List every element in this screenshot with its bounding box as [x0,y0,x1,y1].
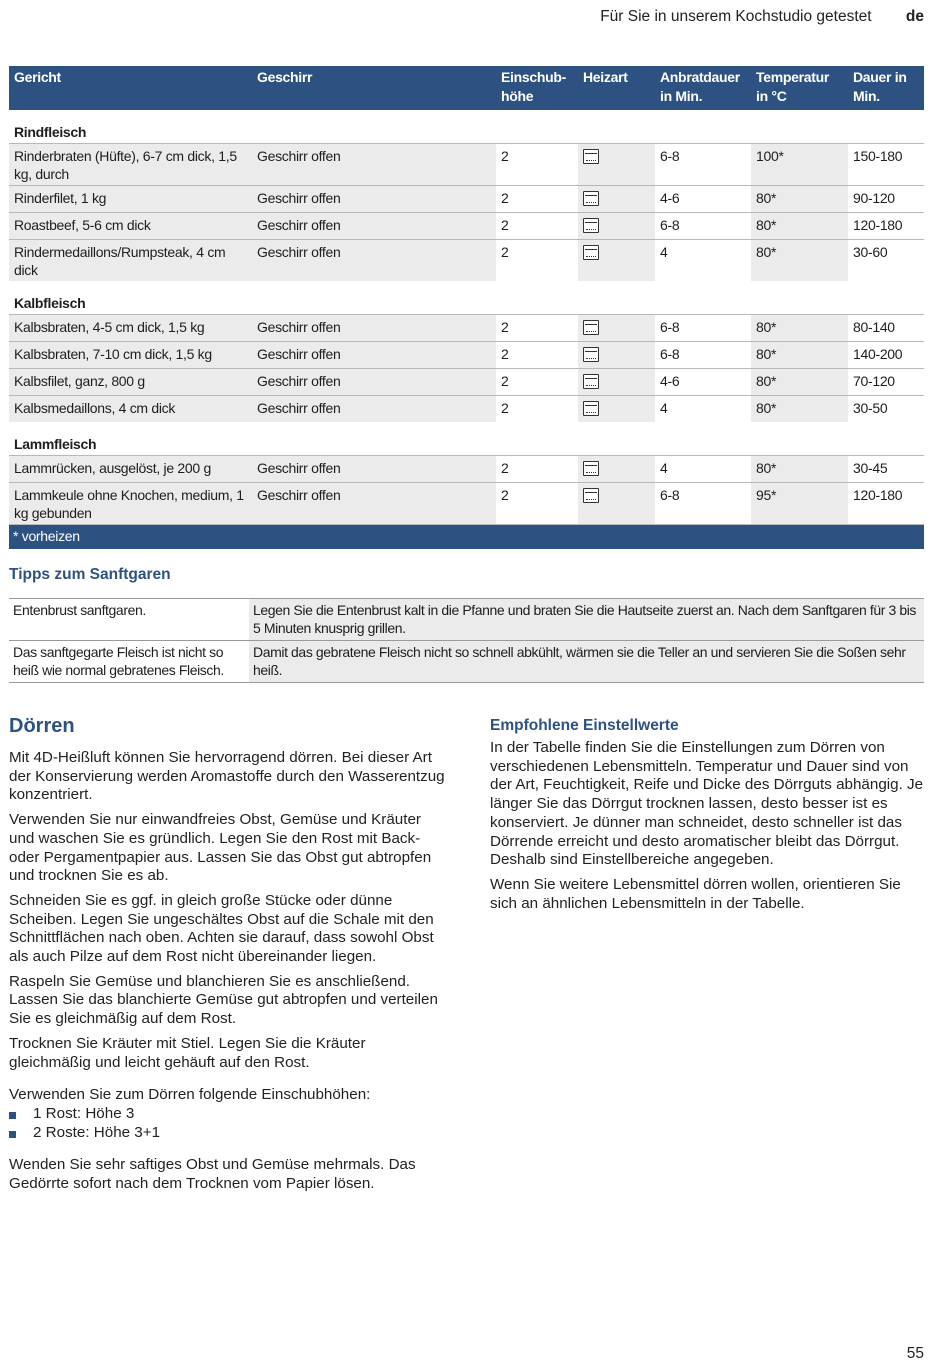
table-row [9,483,924,525]
col-header-dauer: Dauer in Min. [848,66,924,110]
cell-heizart [578,483,655,525]
cell-temperatur: 100* [751,144,848,186]
oven-icon [583,347,599,362]
cell-dauer: 120-180 [848,483,924,525]
cell-einschubhoehe: 2 [496,240,578,282]
list-item: 1 Rost: Höhe 3 [9,1105,449,1124]
header-subtitle: Für Sie in unserem Kochstudio getestet [600,8,872,25]
doerren-title: Dörren [9,715,75,737]
cell-dauer: 90-120 [848,186,924,213]
levels-list [9,1105,449,1142]
table-row [9,599,924,641]
cell-gericht: Lammrücken, ausgelöst, je 200 g [9,456,252,483]
cell-einschubhoehe: 2 [496,369,578,396]
cell-einschubhoehe: 2 [496,315,578,342]
cell-temperatur: 80* [751,369,848,396]
cell-gericht: Kalbsbraten, 4-5 cm dick, 1,5 kg [9,315,252,342]
tips-title: Tipps zum Sanftgaren [9,566,171,583]
cell-heizart [578,456,655,483]
oven-icon [583,488,599,503]
oven-icon [583,149,599,164]
cell-einschubhoehe: 2 [496,396,578,423]
cell-heizart [578,186,655,213]
table-footnote: * vorheizen [9,525,924,549]
col-header-heizart: Heizart [578,66,655,110]
cell-dauer: 80-140 [848,315,924,342]
sanftgaren-table [9,66,924,549]
cell-anbratdauer: 6-8 [655,315,751,342]
oven-icon [583,401,599,416]
table-row [9,186,924,213]
cell-gericht: Kalbsmedaillons, 4 cm dick [9,396,252,423]
cell-geschirr: Geschirr offen [252,315,496,342]
cell-geschirr: Geschirr offen [252,186,496,213]
levels-intro: Verwenden Sie zum Dörren folgende Einschubhöhen: [9,1086,371,1104]
col-header-temperatur: Temperatur in °C [751,66,848,110]
cell-einschubhoehe: 2 [496,342,578,369]
page-number: 55 [906,1345,924,1362]
cell-temperatur: 80* [751,342,848,369]
cell-dauer: 70-120 [848,369,924,396]
doerren-paragraph: Raspeln Sie Gemüse und blanchieren Sie es anschließend. Lassen Sie das blanchierte Gemüse gut abtropfen und verteilen Sie es gleichmäßig auf dem Rost. [9,972,438,1028]
doerren-closing: Wenden Sie sehr saftiges Obst und Gemüse mehrmals. Das Gedörrte sofort nach dem Trocknen vom Papier lösen. [9,1156,416,1193]
cell-temperatur: 80* [751,240,848,282]
col-header-geschirr: Geschirr [252,66,496,110]
cell-geschirr: Geschirr offen [252,396,496,423]
oven-icon [583,245,599,260]
col-header-anbratdauer: Anbratdauer in Min. [655,66,751,110]
cell-geschirr: Geschirr offen [252,213,496,240]
cell-heizart [578,144,655,186]
cell-gericht: Lammkeule ohne Knochen, medium, 1 kg gebunden [9,483,252,525]
cell-heizart [578,213,655,240]
cell-dauer: 30-60 [848,240,924,282]
table-row [9,315,924,342]
empfohlen-title: Empfohlene Einstellwerte [490,717,679,734]
cell-temperatur: 80* [751,396,848,423]
cell-dauer: 150-180 [848,144,924,186]
col-header-gericht: Gericht [9,66,252,110]
cell-geschirr: Geschirr offen [252,144,496,186]
cell-anbratdauer: 4 [655,456,751,483]
cell-gericht: Rinderfilet, 1 kg [9,186,252,213]
empfohlen-paragraph: Wenn Sie weitere Lebensmittel dörren wollen, orientieren Sie sich an ähnlichen Lebensmitteln in der Tabelle. [490,875,901,912]
cell-anbratdauer: 4-6 [655,369,751,396]
cell-dauer: 30-50 [848,396,924,423]
list-item: 2 Roste: Höhe 3+1 [9,1124,449,1143]
cell-geschirr: Geschirr offen [252,456,496,483]
cell-dauer: 120-180 [848,213,924,240]
cell-anbratdauer: 4-6 [655,186,751,213]
cell-temperatur: 80* [751,186,848,213]
cell-dauer: 30-45 [848,456,924,483]
cell-anbratdauer: 4 [655,240,751,282]
cell-heizart [578,240,655,282]
table-footnote-row [9,525,924,549]
col-header-einschubhoehe: Einschub-höhe [496,66,578,110]
cell-einschubhoehe: 2 [496,483,578,525]
cell-einschubhoehe: 2 [496,456,578,483]
cell-anbratdauer: 6-8 [655,213,751,240]
tips-table [9,598,924,683]
cell-temperatur: 95* [751,483,848,525]
group-title: Lammfleisch [9,422,924,456]
empfohlen-section [490,716,930,919]
page-header [600,8,924,26]
table-group-row [9,110,924,144]
table-row [9,396,924,423]
cell-dauer: 140-200 [848,342,924,369]
cell-heizart [578,315,655,342]
cell-einschubhoehe: 2 [496,144,578,186]
cell-heizart [578,342,655,369]
tip-problem: Das sanftgegarte Fleisch ist nicht so heiß wie normal gebratenes Fleisch. [9,641,249,683]
cell-temperatur: 80* [751,213,848,240]
cell-heizart [578,369,655,396]
group-title: Kalbfleisch [9,281,924,315]
oven-icon [583,320,599,335]
table-row [9,456,924,483]
cell-heizart [578,396,655,423]
table-row [9,342,924,369]
table-group-row [9,422,924,456]
cell-einschubhoehe: 2 [496,186,578,213]
oven-icon [583,218,599,233]
doerren-paragraph: Mit 4D-Heißluft können Sie hervorragend dörren. Bei dieser Art der Konservierung werden Aromastoffe durch den Wasserentzug konzentriert. [9,749,445,804]
doerren-paragraph: Schneiden Sie es ggf. in gleich große Stücke oder dünne Scheiben. Legen Sie ungeschältes Obst auf die Schale mit den Schnittflächen nach oben. Achten sie darauf, dass sowohl Obst als auch Pilze auf dem Rost nicht übereinander liegen. [9,891,434,966]
cell-anbratdauer: 6-8 [655,483,751,525]
table-row [9,240,924,282]
table-row [9,369,924,396]
group-title: Rindfleisch [9,110,924,144]
cell-geschirr: Geschirr offen [252,240,496,282]
table-row [9,213,924,240]
cell-geschirr: Geschirr offen [252,342,496,369]
language-code: de [905,8,924,25]
oven-icon [583,374,599,389]
cell-einschubhoehe: 2 [496,213,578,240]
table-row [9,144,924,186]
tip-advice: Damit das gebratene Fleisch nicht so schnell abkühlt, wärmen sie die Teller an und servieren Sie die Soßen sehr heiß. [249,641,924,683]
cell-geschirr: Geschirr offen [252,483,496,525]
oven-icon [583,461,599,476]
cell-gericht: Roastbeef, 5-6 cm dick [9,213,252,240]
table-group-row [9,281,924,315]
cell-geschirr: Geschirr offen [252,369,496,396]
cell-gericht: Kalbsbraten, 7-10 cm dick, 1,5 kg [9,342,252,369]
doerren-paragraph: Verwenden Sie nur einwandfreies Obst, Gemüse und Kräuter und waschen Sie es gründlich. Legen Sie den Rost mit Back- oder Pergamentpapier aus. Lassen Sie das Obst gut abtropfen und trocknen Sie es ab. [9,811,432,885]
cell-anbratdauer: 6-8 [655,342,751,369]
table-row [9,641,924,683]
cell-temperatur: 80* [751,315,848,342]
cell-gericht: Rinderbraten (Hüfte), 6-7 cm dick, 1,5 kg, durch [9,144,252,186]
cell-temperatur: 80* [751,456,848,483]
cell-gericht: Rindermedaillons/Rumpsteak, 4 cm dick [9,240,252,282]
doerren-paragraph: Trocknen Sie Kräuter mit Stiel. Legen Sie die Kräuter gleichmäßig und leicht gehäuft auf den Rost. [9,1034,366,1071]
cell-gericht: Kalbsfilet, ganz, 800 g [9,369,252,396]
table-header-row [9,66,924,110]
tip-problem: Entenbrust sanftgaren. [9,599,249,641]
cell-anbratdauer: 6-8 [655,144,751,186]
tip-advice: Legen Sie die Entenbrust kalt in die Pfanne und braten Sie die Hautseite zuerst an. Nach dem Sanftgaren für 3 bis 5 Minuten knusprig grillen. [249,599,924,641]
doerren-section [9,714,449,1200]
oven-icon [583,191,599,206]
empfohlen-paragraph: In der Tabelle finden Sie die Einstellungen zum Dörren von verschiedenen Lebensmitteln. Temperatur und Dauer sind von der Art, Feuchtigkeit, Reife und Dicke des Dörrguts abhängig. Je länger Sie das Dörrgut trocknen lassen, desto besser ist es konserviert. Je dünner man schneidet, desto schneller ist das Dörrende erreicht und desto aromatischer bleibt das Dörrgut. Deshalb sind Einstellbereiche angegeben. [490,739,924,869]
cell-anbratdauer: 4 [655,396,751,423]
